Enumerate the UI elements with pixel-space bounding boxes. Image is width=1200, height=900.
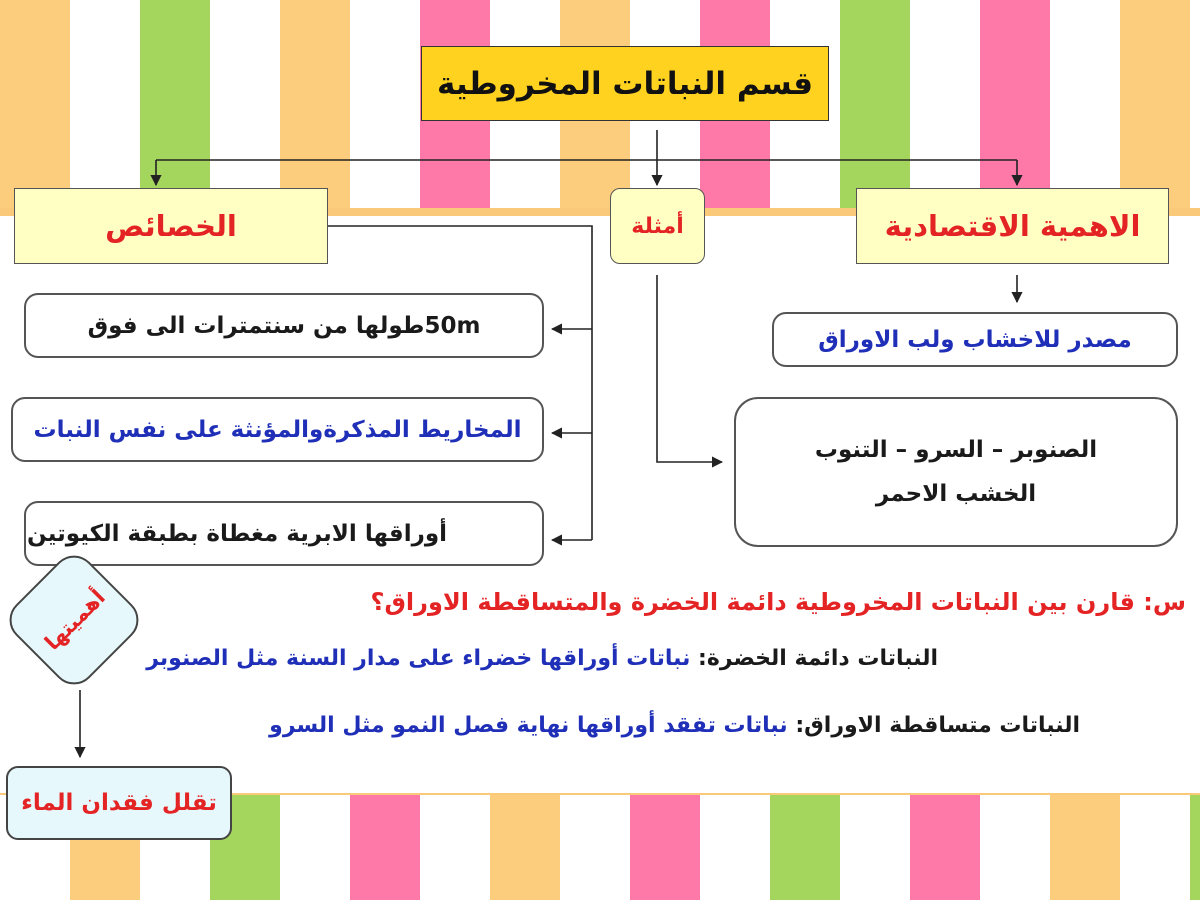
answer-term: النباتات متساقطة الاوراق: [795,713,1080,738]
comparison-question: س: قارن بين النباتات المخروطية دائمة الخضرة والمتساقطة الاوراق؟ [370,588,1186,616]
answer-deciduous [269,713,1080,738]
answer-definition: نباتات تفقد أوراقها نهاية فصل النمو مثل السرو [269,713,788,738]
diagram-title: قسم النباتات المخروطية [421,46,829,121]
examples-header: أمثلة [610,188,705,264]
answer-term: النباتات دائمة الخضرة: [698,646,938,671]
characteristic-item: أوراقها الابرية مغطاة بطبقة الكيوتين [24,501,544,566]
characteristic-item: المخاريط المذكرةوالمؤنثة على نفس النبات [11,397,544,462]
economic-importance-header: الاهمية الاقتصادية [856,188,1169,264]
importance-result: تقلل فقدان الماء [6,766,232,840]
characteristic-item: 50mطولها من سنتمترات الى فوق [24,293,544,358]
connector-examples-items [657,275,722,462]
characteristics-header: الخصائص [14,188,328,264]
examples-item: الخشب الاحمر [875,481,1037,507]
economic-importance-item: مصدر للاخشاب ولب الاوراق [772,312,1178,367]
importance-label: أهميتها [40,585,110,655]
examples-box [734,397,1178,547]
connector-characteristics-bus [328,226,592,540]
answer-definition: نباتات أوراقها خضراء على مدار السنة مثل الصنوبر [146,646,691,671]
examples-item: الصنوبر – السرو – التنوب [814,437,1098,463]
answer-evergreen [146,646,938,671]
